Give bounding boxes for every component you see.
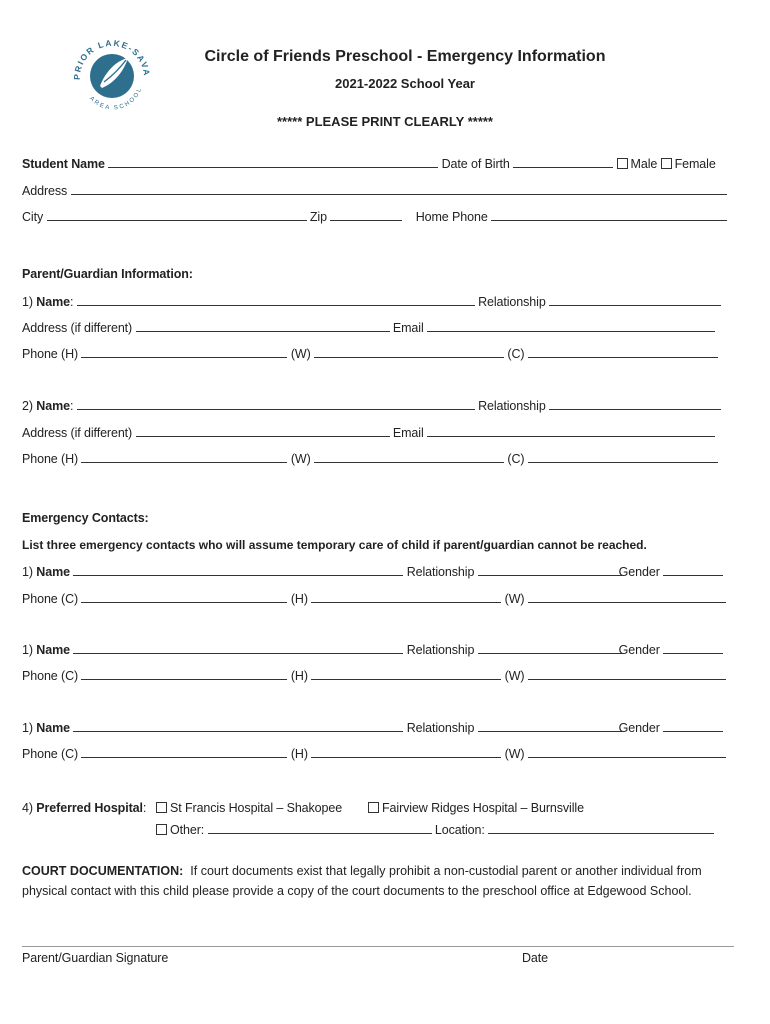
city-row [22,209,727,224]
guardian1-name-label: Name [36,295,70,309]
contact3-phone-c-field[interactable] [81,746,287,758]
signature-line[interactable] [22,946,734,947]
contact2-name-label: Name [36,643,70,657]
contact2-name-row [22,642,723,657]
guardian1-address-row [22,320,715,335]
location-field[interactable] [488,822,714,834]
emergency-instruction: List three emergency contacts who will assume temporary care of child if parent/guardian cannot be reached. [22,538,647,552]
female-checkbox[interactable] [661,158,672,169]
address-label: Address [22,184,68,198]
contact3-name-row [22,720,723,735]
hospital-opt1 [156,801,342,815]
school-year: 2021-2022 School Year [335,76,475,91]
contact1-phone-row [22,591,726,606]
contact1-name-field[interactable] [73,564,403,576]
contact2-phone-h-field[interactable] [311,668,501,680]
st-francis-label: St Francis Hospital – Shakopee [170,801,343,815]
guardian1-name-row: 1) Name: Relationship [22,294,721,309]
parent-heading: Parent/Guardian Information: [22,267,193,281]
contact2-gender-field[interactable] [663,642,723,654]
contact3-phone-h-field[interactable] [311,746,501,758]
contact2-relationship-label: Relationship [406,643,475,657]
guardian2-name-row: 2) Name: Relationship [22,398,721,413]
contact3-name-field[interactable] [73,720,403,732]
contact1-name-label: Name [36,565,70,579]
guardian2-address-row [22,425,715,440]
dob-label: Date of Birth [441,157,510,171]
address-row [22,183,727,198]
contact2-num: 1) [22,643,33,657]
contact1-num: 1) [22,565,33,579]
guardian2-w-label: (W) [290,452,311,466]
contact3-phone-row [22,746,726,761]
other-hospital-field[interactable] [208,822,432,834]
court-documentation [22,861,722,901]
guardian1-phone-row [22,346,718,361]
logo-arc-top: PRIOR LAKE-SAVA [71,37,153,81]
guardian2-name-label: Name [36,399,70,413]
address-field[interactable] [71,183,727,195]
contact3-gender-label: Gender [618,721,660,735]
guardian1-phone-w-field[interactable] [314,346,504,358]
guardian1-phone-c-field[interactable] [528,346,718,358]
contact2-phone-row [22,668,726,683]
guardian2-phone-h-label: Phone (H) [22,452,79,466]
guardian2-phone-row [22,451,718,466]
guardian2-email-label: Email [392,426,424,440]
fairview-label: Fairview Ridges Hospital – Burnsville [382,801,584,815]
guardian2-address-field[interactable] [136,425,390,437]
contact1-phone-c-field[interactable] [81,591,287,603]
contact3-phone-w-field[interactable] [528,746,726,758]
contact3-num: 1) [22,721,33,735]
date-label: Date [522,951,549,965]
guardian2-name-field[interactable] [77,398,475,410]
contact2-w-label: (W) [504,669,525,683]
st-francis-checkbox[interactable] [156,802,167,813]
contact1-phone-w-field[interactable] [528,591,726,603]
contact3-relationship-label: Relationship [406,721,475,735]
hospital-row: 4) Preferred Hospital: [22,801,147,815]
contact2-phone-c-label: Phone (C) [22,669,79,683]
contact1-name-row [22,564,723,579]
guardian2-email-field[interactable] [427,425,715,437]
contact1-relationship-field[interactable] [478,564,622,576]
guardian2-phone-w-field[interactable] [314,451,504,463]
contact2-phone-w-field[interactable] [528,668,726,680]
guardian1-email-label: Email [392,321,424,335]
court-text: If court documents exist that legally prohibit a non-custodial parent or another individual from physical contact with this child please provide a copy of the court documents to the preschool office at Edgewood School. [22,864,702,898]
contact3-w-label: (W) [504,747,525,761]
signature-label: Parent/Guardian Signature [22,951,169,965]
male-label: Male [630,157,658,171]
zip-field[interactable] [330,209,402,221]
court-heading: COURT DOCUMENTATION: [22,864,184,878]
contact2-name-field[interactable] [73,642,403,654]
guardian2-phone-h-field[interactable] [81,451,287,463]
guardian1-c-label: (C) [507,347,525,361]
contact1-phone-c-label: Phone (C) [22,592,79,606]
contact3-gender-field[interactable] [663,720,723,732]
fairview-checkbox[interactable] [368,802,379,813]
hospital-num: 4) [22,801,33,815]
home-phone-field[interactable] [491,209,727,221]
contact1-phone-h-field[interactable] [311,591,501,603]
guardian2-phone-c-field[interactable] [528,451,718,463]
guardian1-num: 1) [22,295,33,309]
female-label: Female [674,157,716,171]
contact1-relationship-label: Relationship [406,565,475,579]
contact1-h-label: (H) [290,592,308,606]
contact2-phone-c-field[interactable] [81,668,287,680]
guardian1-email-field[interactable] [427,320,715,332]
male-checkbox[interactable] [617,158,628,169]
zip-label: Zip [309,210,327,224]
contact3-phone-c-label: Phone (C) [22,747,79,761]
other-label: Other: [170,823,205,837]
contact1-gender-field[interactable] [663,564,723,576]
contact1-w-label: (W) [504,592,525,606]
contact3-name-label: Name [36,721,70,735]
dob-field[interactable] [513,156,613,168]
contact1-gender-label: Gender [618,565,660,579]
contact2-h-label: (H) [290,669,308,683]
contact2-gender-label: Gender [618,643,660,657]
hospital-opt2 [368,801,584,815]
guardian2-num: 2) [22,399,33,413]
guardian1-address-field[interactable] [136,320,390,332]
guardian2-relationship-field[interactable] [549,398,721,410]
city-label: City [22,210,44,224]
emergency-heading: Emergency Contacts: [22,511,149,525]
hospital-label: Preferred Hospital [36,801,143,815]
form-title: Circle of Friends Preschool - Emergency Information [204,48,606,65]
guardian1-w-label: (W) [290,347,311,361]
student-name-label: Student Name [22,157,105,171]
location-label: Location: [434,823,485,837]
contact3-relationship-field[interactable] [478,720,622,732]
city-field[interactable] [47,209,307,221]
guardian1-address-label: Address (if different) [22,321,133,335]
guardian1-relationship-field[interactable] [549,294,721,306]
other-hospital-checkbox[interactable] [156,824,167,835]
logo-arc-bottom: AREA SCHOOL [88,85,144,112]
guardian1-relationship-label: Relationship [478,295,546,309]
home-phone-label: Home Phone [415,210,488,224]
guardian1-name-field[interactable] [77,294,475,306]
print-clearly-notice: ***** PLEASE PRINT CLEARLY ***** [276,114,493,129]
guardian2-relationship-label: Relationship [478,399,546,413]
student-name-field[interactable] [108,156,438,168]
contact3-h-label: (H) [290,747,308,761]
guardian2-c-label: (C) [507,452,525,466]
contact2-relationship-field[interactable] [478,642,622,654]
guardian1-phone-h-label: Phone (H) [22,347,79,361]
hospital-other-row [156,822,714,837]
guardian2-address-label: Address (if different) [22,426,133,440]
student-name-row [22,156,716,171]
guardian1-phone-h-field[interactable] [81,346,287,358]
